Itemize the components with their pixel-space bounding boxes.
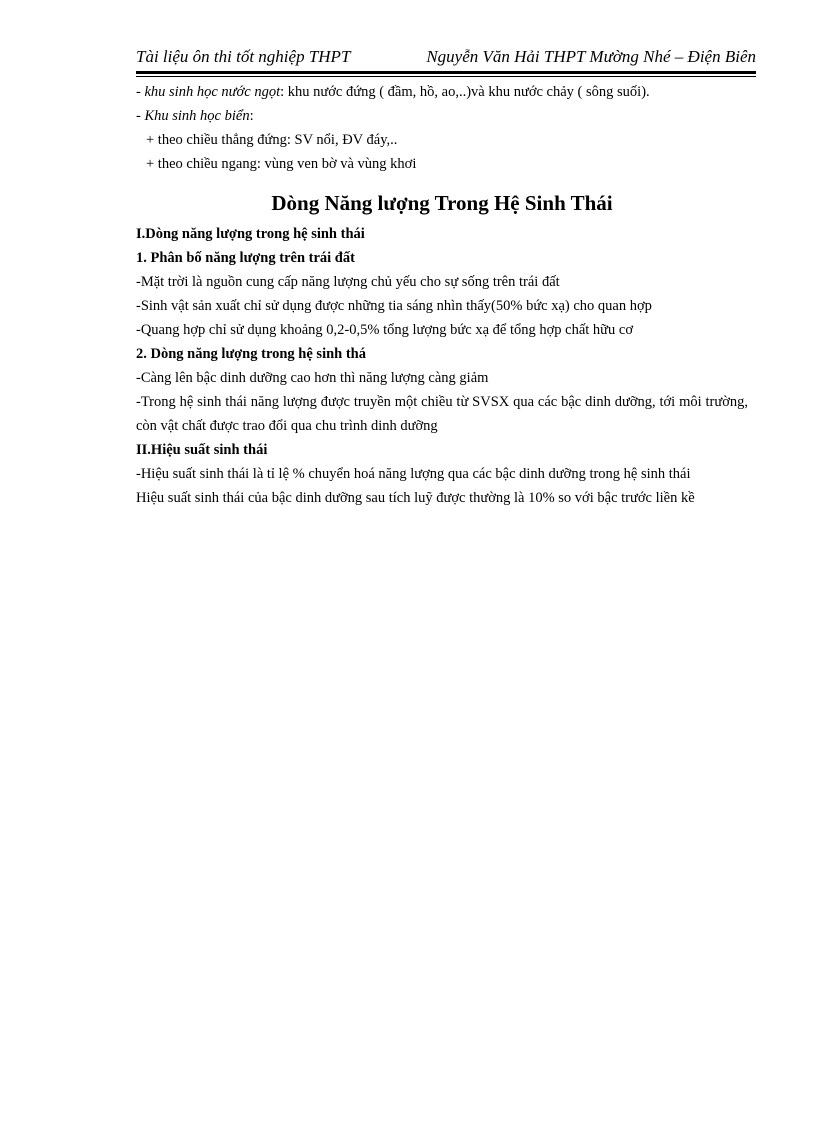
section2-heading: II.Hiệu suất sinh thái bbox=[136, 442, 268, 458]
header-rule-thin bbox=[136, 76, 756, 77]
sub2-line: -Càng lên bậc dinh dưỡng cao hơn thì năng lượng càng giảm bbox=[136, 370, 489, 386]
freshwater-description: : khu nước đứng ( đầm, hồ, ao,..)và khu nước chảy ( sông suối). bbox=[280, 84, 650, 100]
marine-term: Khu sinh học biển bbox=[144, 108, 250, 124]
subsection2-heading: 2. Dòng năng lượng trong hệ sinh thá bbox=[136, 346, 366, 362]
horizontal-zone-line: + theo chiều ngang: vùng ven bờ và vùng khơi bbox=[146, 156, 417, 172]
freshwater-line bbox=[136, 80, 748, 104]
header-rule-thick bbox=[136, 71, 756, 74]
freshwater-term: khu sinh học nước ngọt bbox=[144, 84, 281, 100]
marine-colon: : bbox=[249, 108, 254, 124]
sub2-paragraph: -Trong hệ sinh thái năng lượng được truyền một chiều từ SVSX qua các bậc dinh dưỡng, tới môi trường, còn vật chất được trao đổi qua chu trình dinh dưỡng bbox=[136, 394, 748, 434]
subsection1-heading: 1. Phân bố năng lượng trên trái đất bbox=[136, 250, 355, 266]
sub1-line: -Sinh vật sản xuất chỉ sử dụng được những tia sáng nhìn thấy(50% bức xạ) cho quan hợp bbox=[136, 298, 652, 314]
section2-paragraph-1: -Hiệu suất sinh thái là tỉ lệ % chuyển hoá năng lượng qua các bậc dinh dưỡng trong hệ sinh thái bbox=[136, 466, 691, 482]
vertical-zone-line: + theo chiều thẳng đứng: SV nổi, ĐV đáy,.. bbox=[146, 132, 398, 148]
bullet-dash: - bbox=[136, 108, 145, 124]
document-body bbox=[136, 80, 748, 510]
page-header bbox=[136, 46, 756, 68]
bullet-dash: - bbox=[136, 84, 145, 100]
header-left: Tài liệu ôn thi tốt nghiệp THPT bbox=[136, 47, 351, 66]
header-right: Nguyễn Văn Hải THPT Mường Nhé – Điện Biên bbox=[426, 47, 756, 66]
document-title: Dòng Năng lượng Trong Hệ Sinh Thái bbox=[271, 191, 613, 215]
section1-heading: I.Dòng năng lượng trong hệ sinh thái bbox=[136, 226, 365, 242]
sub1-line: -Quang hợp chỉ sử dụng khoảng 0,2-0,5% tổng lượng bức xạ để tổng hợp chất hữu cơ bbox=[136, 322, 634, 338]
marine-line bbox=[136, 104, 748, 128]
sub1-line: -Mặt trời là nguồn cung cấp năng lượng chủ yếu cho sự sống trên trái đất bbox=[136, 274, 560, 290]
section2-paragraph-2: Hiệu suất sinh thái của bậc dinh dưỡng sau tích luỹ được thường là 10% so với bậc trước liền kề bbox=[136, 490, 695, 506]
